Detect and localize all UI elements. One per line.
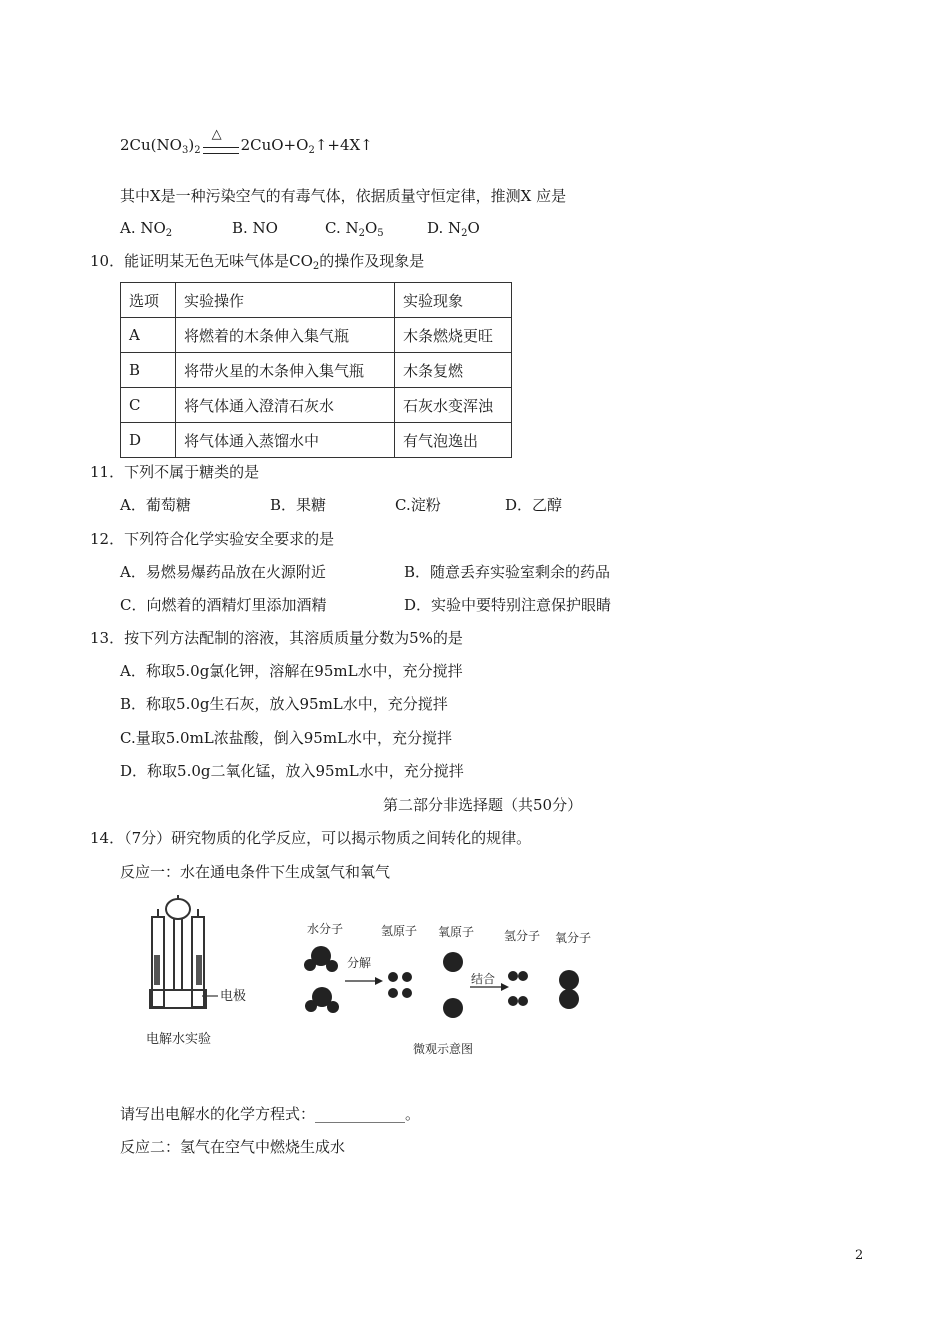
eq-reactant: 2Cu(NO [120, 136, 182, 154]
micro-diagram [295, 915, 625, 1060]
q12-option-d: D．实验中要特别注意保护眼睛 [404, 596, 612, 614]
q12-option-a: A．易燃易爆药品放在火源附近 [120, 563, 326, 581]
table-cell: 石灰水变浑浊 [395, 388, 512, 423]
q11-option-a: A．葡萄糖 [120, 496, 191, 514]
option-text: O [467, 219, 480, 237]
q9-stem: 其中X是一种污染空气的有毒气体，依据质量守恒定律，推测X 应是 [120, 187, 567, 205]
table-cell: 将带火星的木条伸入集气瓶 [176, 353, 395, 388]
equals-bars [203, 147, 239, 154]
table-cell: 木条复燃 [395, 353, 512, 388]
q12-option-c: C．向燃着的酒精灯里添加酒精 [120, 596, 327, 614]
q9-option-a [120, 218, 172, 244]
reaction-two: 反应二：氢气在空气中燃烧生成水 [120, 1138, 346, 1156]
q13-option-c: C.量取5.0mL浓盐酸，倒入95mL水中，充分搅拌 [120, 729, 453, 747]
table-header: 实验现象 [395, 283, 512, 318]
combine-label: 结合 [471, 972, 496, 986]
arrow-icon [501, 983, 509, 991]
option-text: A. NO [120, 219, 166, 237]
water-molecule-icon [304, 946, 338, 972]
section-heading: 第二部分非选择题（共50分） [383, 796, 583, 814]
table-cell: 将气体通入蒸馏水中 [176, 423, 395, 458]
heat-condition-arrow [203, 126, 239, 154]
q10-stem [90, 251, 424, 277]
table-row [121, 388, 512, 423]
q12-option-b: B．随意丢弃实验室剩余的药品 [404, 563, 611, 581]
q13-option-a: A．称取5.0g氯化钾，溶解在95mL水中，充分搅拌 [120, 662, 463, 680]
hydrogen-atom-label: 氢原子 [381, 924, 418, 938]
oxygen-atom-label: 氧原子 [438, 925, 475, 939]
table-cell: 有气泡逸出 [395, 423, 512, 458]
chemical-equation [120, 126, 373, 161]
q11-stem: 11．下列不属于糖类的是 [90, 463, 260, 481]
reaction-one: 反应一：水在通电条件下生成氢气和氧气 [120, 863, 391, 881]
stem-sub: 2 [312, 261, 320, 272]
table-cell: B [121, 353, 176, 388]
option-sub: 2 [165, 228, 173, 239]
table-header: 实验操作 [176, 283, 395, 318]
table-row [121, 423, 512, 458]
q14-stem: 14．（7分）研究物质的化学反应，可以揭示物质之间转化的规律。 [90, 829, 532, 847]
q9-option-b: B. NO [232, 219, 278, 237]
stem-text: 10．能证明某无色无味气体是CO [90, 252, 313, 270]
q9-option-d [427, 218, 480, 244]
table-cell: 将气体通入澄清石灰水 [176, 388, 395, 423]
oxygen-molecule-icon [559, 970, 579, 1009]
table-cell: 木条燃烧更旺 [395, 318, 512, 353]
apparatus-caption: 电解水实验 [146, 1032, 212, 1047]
hydrogen-atoms-icon [388, 972, 412, 998]
option-text: D. N [427, 219, 462, 237]
equation-prompt: 请写出电解水的化学方程式：____________。 [120, 1105, 421, 1123]
decompose-label: 分解 [347, 956, 372, 970]
table-cell: A [121, 318, 176, 353]
micro-caption: 微观示意图 [413, 1042, 474, 1056]
hydrogen-molecule-icon [508, 971, 528, 1006]
q11-option-c: C.淀粉 [395, 496, 441, 514]
option-text: C. N [325, 219, 359, 237]
q10-table [120, 282, 512, 458]
option-text: O [364, 219, 378, 237]
oxygen-molecule-label: 氧分子 [555, 931, 592, 945]
table-row [121, 318, 512, 353]
q13-stem: 13．按下列方法配制的溶液，其溶质质量分数为5%的是 [90, 629, 463, 647]
table-cell: C [121, 388, 176, 423]
q13-option-b: B．称取5.0g生石灰，放入95mL水中，充分搅拌 [120, 695, 448, 713]
heat-icon: △ [211, 126, 222, 142]
eq-sub: 2 [194, 145, 201, 156]
option-sub: 5 [377, 228, 384, 239]
eq-sub: 3 [181, 145, 189, 156]
option-sub: 2 [461, 228, 468, 239]
table-cell: D [121, 423, 176, 458]
page-number: 2 [855, 1248, 864, 1263]
q13-option-d: D．称取5.0g二氧化锰，放入95mL水中，充分搅拌 [120, 762, 464, 780]
table-row [121, 353, 512, 388]
hydrogen-molecule-label: 氢分子 [504, 929, 541, 943]
table-header: 选项 [121, 283, 176, 318]
eq-products: 2CuO+O [240, 136, 309, 154]
eq-sub: 2 [308, 145, 315, 156]
eq-products-tail: ↑+4X↑ [314, 136, 373, 154]
eq-paren: ) [188, 136, 195, 154]
water-molecule-label: 水分子 [307, 922, 344, 936]
stem-text: 的操作及现象是 [319, 252, 425, 270]
table-header-row [121, 283, 512, 318]
option-sub: 2 [358, 228, 365, 239]
q11-option-d: D．乙醇 [505, 496, 563, 514]
electrode-label: 电极 [220, 989, 247, 1004]
q11-option-b: B．果糖 [270, 496, 327, 514]
q9-option-c [325, 218, 384, 244]
table-cell: 将燃着的木条伸入集气瓶 [176, 318, 395, 353]
arrow-icon [375, 977, 383, 985]
oxygen-atoms-icon [443, 952, 463, 1018]
q12-stem: 12．下列符合化学实验安全要求的是 [90, 530, 335, 548]
electrolysis-apparatus [140, 895, 260, 1055]
water-molecule-icon [305, 987, 339, 1013]
